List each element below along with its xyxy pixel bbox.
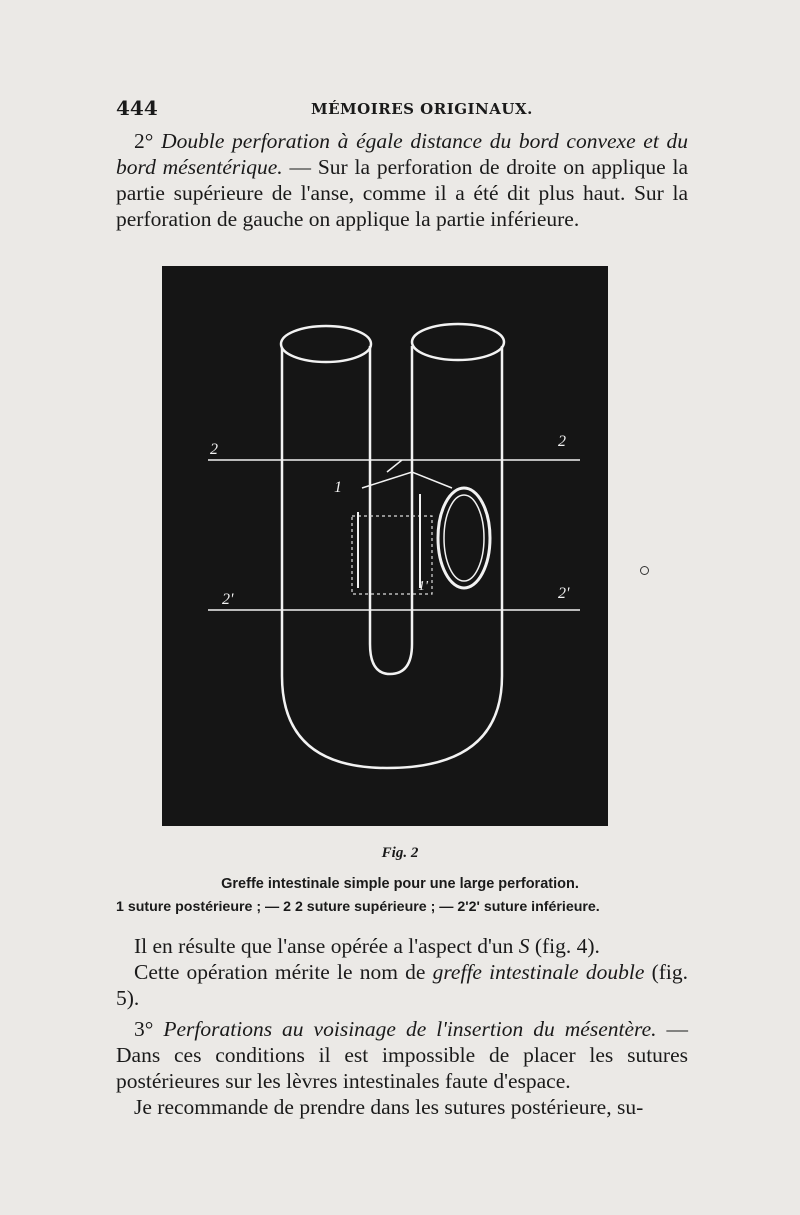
posterior-suture	[362, 460, 452, 488]
label-1-upper: 1	[334, 479, 342, 496]
label-2-top-right: 2	[558, 433, 566, 450]
paragraph-text: — Dans ces conditions il est impossible de placer les sutures postérieures sur les lèvres intestinales faute d'espace.	[116, 1017, 688, 1093]
page-number: 444	[116, 96, 158, 120]
text-line: Il en résulte que l'anse opérée a l'aspect d'un	[134, 934, 519, 958]
s-letter: S	[518, 934, 530, 958]
section-title: Double perforation à égale distance du bord convexe et du bord mésentérique.	[116, 129, 689, 179]
figure-label: Fig. 2	[381, 845, 419, 861]
section-number: 2°	[134, 129, 154, 153]
section-number: 3°	[134, 1017, 154, 1041]
figure-caption-title: Greffe intestinale simple pour une large perforation.	[221, 876, 579, 892]
inner-left-wall	[370, 346, 412, 674]
label-2-top-left: 2	[210, 441, 218, 458]
loop-outline	[282, 346, 502, 768]
figure-caption-legend: 1 suture postérieure ; — 2 2 suture supérieure ; — 2'2' suture inférieure.	[116, 899, 600, 915]
paragraph-text: — Sur la perforation de droite on applique la partie supérieure de l'anse, comme il a été dit plus haut. Sur la perforation de gauche on applique la partie inférieure.	[116, 155, 688, 231]
figure-drawing	[162, 266, 608, 826]
margin-mark	[640, 566, 649, 575]
section-title: Perforations au voisinage de l'insertion du mésentère.	[163, 1017, 657, 1041]
label-2prime-right: 2'	[558, 585, 570, 602]
figure-intestinal-graft	[162, 266, 608, 826]
paragraph-mesentery	[116, 1016, 688, 1120]
text-line-end: (fig. 5).	[116, 960, 689, 1010]
right-limb-opening	[412, 324, 504, 360]
paragraph-s-shape	[116, 933, 688, 1011]
paragraph-double-perforation	[116, 128, 688, 232]
running-head: MÉMOIRES ORIGINAUX.	[311, 100, 533, 118]
page-header	[116, 96, 686, 120]
label-2prime-left: 2'	[222, 591, 234, 608]
paragraph-text: Je recommande de prendre dans les sutures postérieure, su-	[134, 1095, 644, 1119]
perforation-oval-inner	[444, 495, 484, 581]
text-line: Cette opération mérite le nom de	[134, 960, 433, 984]
left-limb-opening	[281, 326, 371, 362]
text-line-end: (fig. 4).	[529, 934, 600, 958]
label-1-lower: 1'	[418, 579, 428, 594]
perforation-oval	[438, 488, 490, 588]
term-greffe: greffe intestinale double	[432, 960, 645, 984]
